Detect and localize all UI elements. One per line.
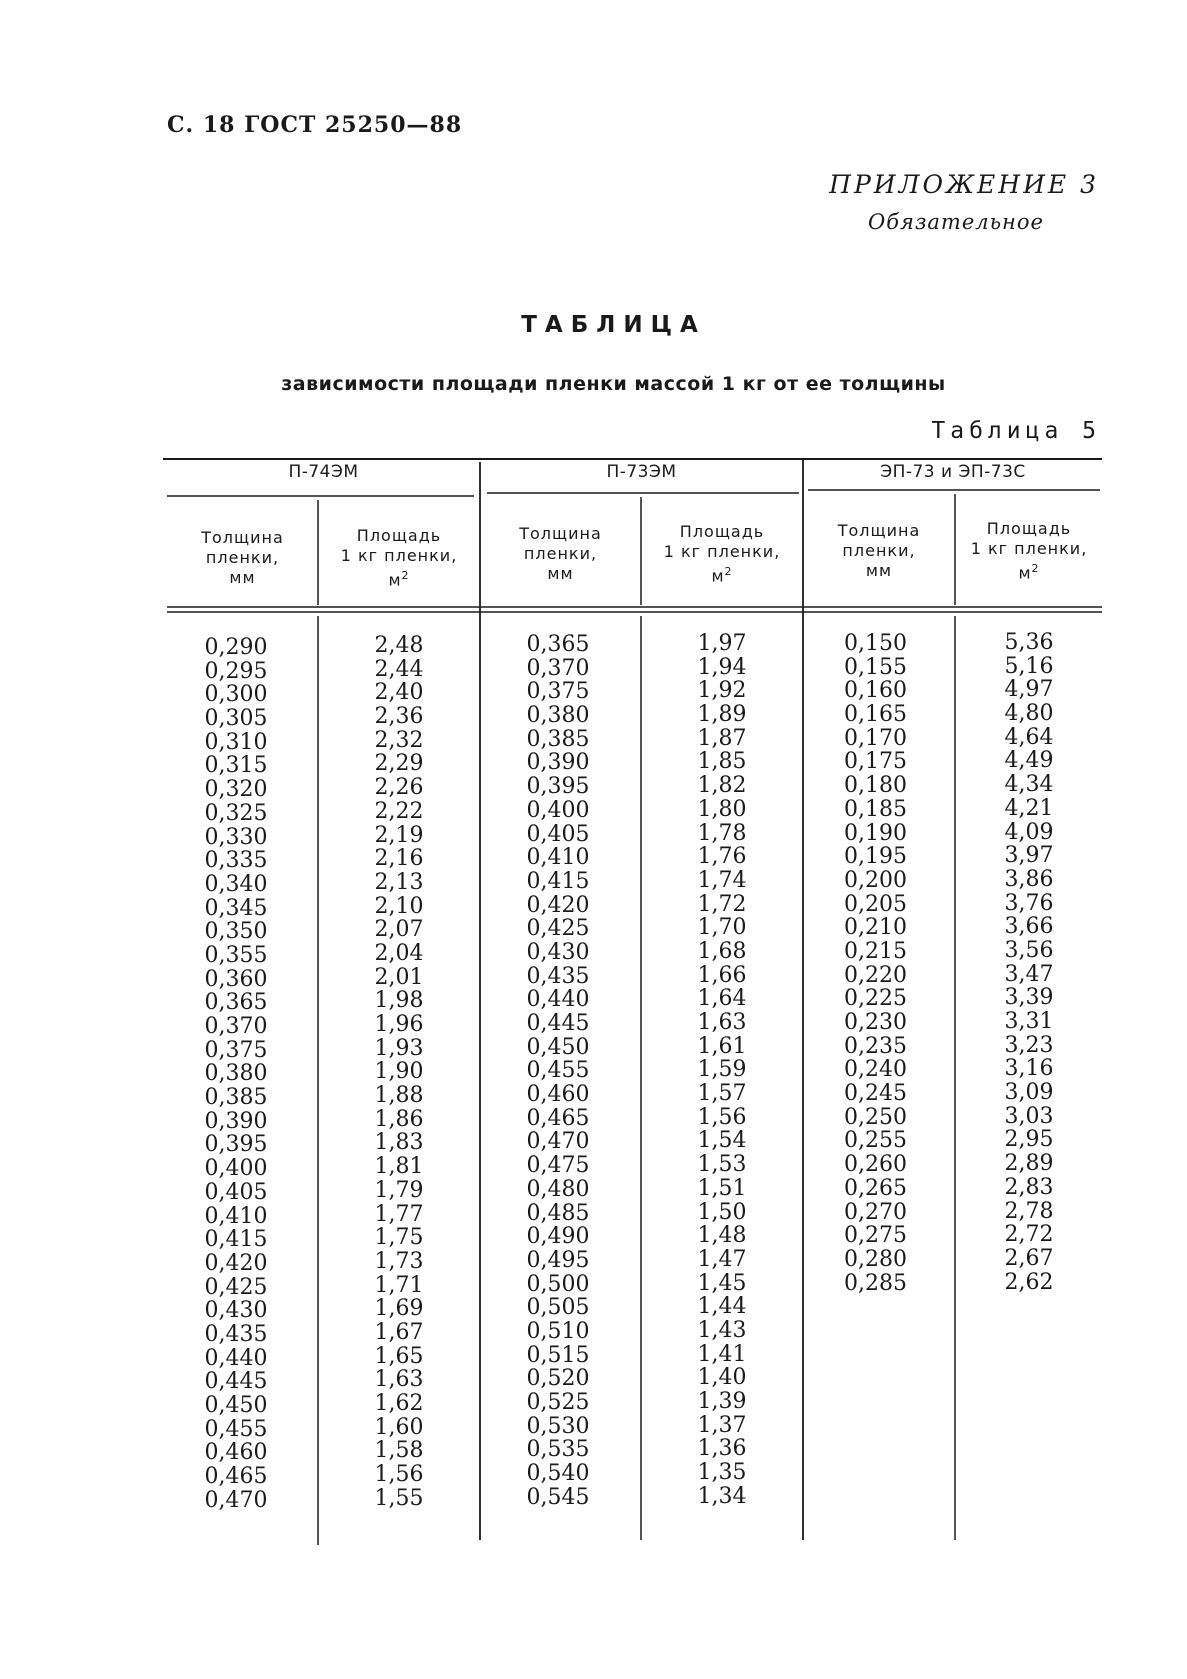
- table-cell: 1,71: [374, 1272, 424, 1298]
- table-cell: 0,425: [526, 916, 590, 942]
- table-cell: 0,430: [204, 1298, 268, 1324]
- table-cell: 2,40: [374, 680, 424, 706]
- table-cell: 0,395: [526, 774, 590, 800]
- table-cell: 1,97: [697, 631, 747, 656]
- column-p74-area: [318, 634, 480, 1510]
- table-cell: 0,420: [526, 892, 590, 918]
- table-cell: 4,97: [1004, 677, 1054, 703]
- table-cell: 0,385: [526, 726, 590, 752]
- table-cell: 0,455: [526, 1058, 590, 1084]
- appendix-label: ПРИЛОЖЕНИЕ 3: [829, 170, 1099, 199]
- col-header-thickness-3: Толщина пленки, мм: [837, 521, 921, 580]
- table-cell: 1,39: [697, 1389, 747, 1414]
- table-cell: 0,405: [204, 1179, 268, 1205]
- table-cell: 1,61: [697, 1033, 747, 1059]
- table-cell: 1,76: [697, 844, 747, 870]
- table-cell: 2,67: [1004, 1245, 1054, 1271]
- table-cell: 1,68: [697, 938, 747, 964]
- table-cell: 1,34: [697, 1483, 747, 1509]
- table-cell: 0,370: [204, 1014, 268, 1039]
- table-cell: 0,215: [844, 938, 907, 964]
- table-cell: 0,400: [204, 1156, 268, 1182]
- table-cell: 0,280: [844, 1246, 907, 1272]
- table-cell: 1,62: [374, 1391, 424, 1416]
- column-ep73-thickness: [803, 632, 948, 1295]
- table-cell: 0,230: [844, 1010, 907, 1035]
- table-cell: 1,58: [374, 1438, 424, 1464]
- table-cell: 4,21: [1004, 795, 1054, 821]
- table-cell: 2,22: [374, 798, 424, 824]
- table-cell: 1,35: [697, 1460, 747, 1486]
- table-cell: 1,86: [374, 1106, 424, 1132]
- table-cell: 3,31: [1004, 1009, 1054, 1034]
- table-cell: 1,44: [697, 1294, 747, 1320]
- table-cell: 1,93: [374, 1035, 424, 1061]
- table-cell: 0,505: [526, 1295, 590, 1321]
- table-cell: 0,180: [844, 773, 907, 799]
- table-cell: 0,170: [844, 725, 907, 751]
- table-cell: 0,295: [204, 658, 268, 684]
- table-cell: 0,375: [526, 679, 590, 705]
- table-cell: 0,320: [204, 777, 268, 803]
- table-cell: 0,450: [526, 1034, 590, 1060]
- table-cell: 0,365: [526, 632, 590, 657]
- table-cell: 0,470: [526, 1129, 590, 1155]
- table-cell: 1,79: [374, 1177, 424, 1203]
- table-cell: 0,175: [844, 749, 907, 775]
- table-cell: 0,445: [204, 1369, 268, 1395]
- table-cell: 3,66: [1004, 914, 1054, 940]
- table-cell: 1,92: [697, 678, 747, 704]
- table-cell: 0,205: [844, 891, 907, 917]
- table-cell: 2,13: [374, 869, 424, 895]
- table-cell: 1,74: [697, 867, 747, 893]
- table-cell: 1,90: [374, 1059, 424, 1085]
- table-cell: 1,56: [697, 1104, 747, 1130]
- table-cell: 1,73: [374, 1248, 424, 1274]
- table-cell: 2,26: [374, 775, 424, 801]
- table-cell: 2,62: [1004, 1269, 1054, 1295]
- table-cell: 1,40: [697, 1365, 747, 1391]
- table-cell: 0,225: [844, 986, 907, 1012]
- table-cell: 0,200: [844, 867, 907, 893]
- table-cell: 0,440: [204, 1345, 268, 1371]
- table-cell: 0,510: [526, 1318, 590, 1344]
- table-cell: 0,220: [844, 962, 907, 988]
- table-cell: 1,66: [697, 962, 747, 988]
- table-cell: 2,48: [374, 633, 424, 658]
- table-cell: 0,460: [204, 1440, 268, 1466]
- table-cell: 1,51: [697, 1175, 747, 1201]
- table-cell: 0,455: [204, 1416, 268, 1442]
- table-cell: 0,420: [204, 1250, 268, 1276]
- table-cell: 0,155: [844, 654, 907, 680]
- table-cell: 0,350: [204, 919, 268, 945]
- table-cell: 1,78: [697, 820, 747, 846]
- table-cell: 0,300: [204, 682, 268, 708]
- table-cell: 1,55: [374, 1485, 424, 1511]
- table-cell: 1,60: [374, 1414, 424, 1440]
- table-cell: 0,440: [526, 987, 590, 1013]
- table-cell: 2,07: [374, 917, 424, 943]
- table-cell: 0,400: [526, 797, 590, 823]
- table-cell: 0,340: [204, 871, 268, 897]
- document-title: ТАБЛИЦА: [521, 312, 706, 338]
- table-cell: 0,535: [526, 1437, 590, 1463]
- table-cell: 1,94: [697, 654, 747, 680]
- column-p73-area: [641, 632, 803, 1508]
- table-cell: 0,310: [204, 729, 268, 755]
- column-p74-thickness: [167, 636, 305, 1512]
- page-header: С. 18 ГОСТ 25250—88: [167, 112, 463, 138]
- table-cell: 2,01: [374, 964, 424, 990]
- table-cell: 1,45: [697, 1270, 747, 1296]
- table-cell: 0,490: [526, 1224, 590, 1250]
- table-cell: 1,72: [697, 891, 747, 917]
- table-cell: 1,69: [374, 1296, 424, 1322]
- table-cell: 0,260: [844, 1152, 907, 1178]
- table-cell: 3,47: [1004, 961, 1054, 987]
- table-cell: 1,50: [697, 1199, 747, 1225]
- table-cell: 1,87: [697, 725, 747, 751]
- table-cell: 2,32: [374, 727, 424, 753]
- table-cell: 0,475: [526, 1153, 590, 1179]
- table-cell: 3,56: [1004, 937, 1054, 963]
- table-cell: 1,63: [697, 1010, 747, 1035]
- table-cell: 0,465: [526, 1105, 590, 1131]
- table-cell: 3,39: [1004, 985, 1054, 1011]
- table-cell: 0,425: [204, 1274, 268, 1300]
- table-cell: 1,80: [697, 796, 747, 822]
- table-cell: 1,59: [697, 1057, 747, 1083]
- table-cell: 0,485: [526, 1200, 590, 1226]
- table-cell: 0,325: [204, 800, 268, 826]
- table-cell: 0,160: [844, 678, 907, 704]
- table-cell: 0,185: [844, 796, 907, 822]
- col-header-thickness-2: Толщина пленки, мм: [519, 524, 602, 583]
- table-cell: 0,520: [526, 1366, 590, 1392]
- table-cell: 1,70: [697, 915, 747, 941]
- table-cell: 0,335: [204, 848, 268, 874]
- table-cell: 0,470: [204, 1487, 268, 1513]
- table-cell: 0,235: [844, 1033, 907, 1059]
- table-cell: 1,56: [374, 1462, 424, 1488]
- table-cell: 5,16: [1004, 653, 1054, 679]
- table-cell: 0,405: [526, 821, 590, 847]
- table-cell: 0,195: [844, 844, 907, 870]
- table-cell: 0,365: [204, 990, 268, 1016]
- table-cell: 0,290: [204, 635, 268, 660]
- table-cell: 1,41: [697, 1341, 747, 1367]
- table-cell: 2,72: [1004, 1222, 1054, 1248]
- table-cell: 3,76: [1004, 890, 1054, 916]
- col-header-area-2: Площадь 1 кг пленки, $м^2$: [663, 522, 781, 586]
- table-cell: 2,36: [374, 704, 424, 730]
- table-cell: 0,250: [844, 1104, 907, 1130]
- table-cell: 0,480: [526, 1176, 590, 1202]
- table-cell: 1,37: [697, 1412, 747, 1438]
- table-cell: 2,83: [1004, 1174, 1054, 1200]
- table-cell: 0,255: [844, 1128, 907, 1154]
- table-cell: 2,78: [1004, 1198, 1054, 1224]
- table-number: Таблица 5: [931, 418, 1101, 444]
- table-cell: 1,98: [374, 988, 424, 1014]
- table-cell: 0,385: [204, 1085, 268, 1111]
- table-cell: 0,370: [526, 655, 590, 681]
- table-cell: 0,380: [204, 1061, 268, 1087]
- table-cell: 0,270: [844, 1199, 907, 1225]
- table-cell: 1,63: [374, 1367, 424, 1393]
- table-cell: 1,77: [374, 1201, 424, 1227]
- table-cell: 2,10: [374, 893, 424, 919]
- table-cell: 3,09: [1004, 1080, 1054, 1106]
- table-cell: 0,530: [526, 1413, 590, 1439]
- table-cell: 0,390: [526, 750, 590, 776]
- table-cell: 0,430: [526, 939, 590, 965]
- col-header-area-3: Площадь 1 кг пленки, $м^2$: [970, 519, 1088, 583]
- table-cell: 3,97: [1004, 843, 1054, 869]
- group-header-p73em: П-73ЭМ: [606, 462, 677, 482]
- table-cell: 1,96: [374, 1012, 424, 1037]
- table-cell: 5,36: [1004, 630, 1054, 655]
- table-cell: 0,360: [204, 966, 268, 992]
- column-p73-thickness: [480, 633, 636, 1509]
- table-cell: 0,375: [204, 1037, 268, 1063]
- table-cell: 0,435: [526, 963, 590, 989]
- table-cell: 1,81: [374, 1154, 424, 1180]
- table-cell: 0,210: [844, 915, 907, 941]
- table-cell: 1,75: [374, 1225, 424, 1251]
- table-cell: 0,415: [204, 1227, 268, 1253]
- table-cell: 1,85: [697, 749, 747, 775]
- table-cell: 0,460: [526, 1082, 590, 1108]
- table-cell: 0,515: [526, 1342, 590, 1368]
- table-cell: 0,265: [844, 1175, 907, 1201]
- table-cell: 1,67: [374, 1319, 424, 1345]
- table-cell: 0,465: [204, 1464, 268, 1490]
- table-cell: 3,86: [1004, 866, 1054, 892]
- table-cell: 0,275: [844, 1223, 907, 1249]
- table-cell: 0,500: [526, 1271, 590, 1297]
- table-cell: 0,495: [526, 1247, 590, 1273]
- table-cell: 0,380: [526, 703, 590, 729]
- col-header-area-1: Площадь 1 кг пленки, $м^2$: [340, 526, 458, 590]
- table-cell: 0,410: [204, 1203, 268, 1229]
- table-cell: 1,89: [697, 702, 747, 728]
- table-cell: 0,410: [526, 845, 590, 871]
- table-cell: 0,245: [844, 1081, 907, 1107]
- table-cell: 0,190: [844, 820, 907, 846]
- table-cell: 0,165: [844, 702, 907, 728]
- table-cell: 1,88: [374, 1083, 424, 1109]
- table-cell: 0,540: [526, 1461, 590, 1487]
- table-cell: 0,435: [204, 1321, 268, 1347]
- table-cell: 0,345: [204, 895, 268, 921]
- table-cell: 2,95: [1004, 1127, 1054, 1153]
- table-cell: 0,525: [526, 1390, 590, 1415]
- table-cell: 1,43: [697, 1317, 747, 1343]
- table-cell: 4,34: [1004, 772, 1054, 798]
- table-cell: 0,315: [204, 753, 268, 779]
- table-cell: 2,29: [374, 751, 424, 777]
- table-cell: 2,16: [374, 846, 424, 872]
- table-cell: 2,89: [1004, 1151, 1054, 1177]
- table-cell: 4,49: [1004, 748, 1054, 774]
- table-cell: 0,305: [204, 706, 268, 732]
- table-cell: 0,240: [844, 1057, 907, 1083]
- table-cell: 1,36: [697, 1436, 747, 1462]
- group-header-p74em: П-74ЭМ: [288, 462, 359, 482]
- table-cell: 1,82: [697, 773, 747, 799]
- group-header-ep73: ЭП-73 и ЭП-73С: [880, 462, 1026, 482]
- table-cell: 0,390: [204, 1108, 268, 1134]
- table-cell: 1,53: [697, 1152, 747, 1178]
- table-cell: 2,44: [374, 656, 424, 682]
- table-cell: 3,03: [1004, 1103, 1054, 1129]
- table-cell: 1,54: [697, 1128, 747, 1154]
- table-cell: 1,47: [697, 1246, 747, 1272]
- table-cell: 2,04: [374, 940, 424, 966]
- table-cell: 1,83: [374, 1130, 424, 1156]
- table-cell: 0,285: [844, 1270, 907, 1296]
- table-cell: 0,150: [844, 631, 907, 656]
- table-cell: 1,57: [697, 1081, 747, 1107]
- table-cell: 4,09: [1004, 819, 1054, 845]
- table-cell: 0,545: [526, 1484, 590, 1510]
- table-cell: 4,64: [1004, 724, 1054, 750]
- table-cell: 4,80: [1004, 701, 1054, 727]
- table-cell: 0,450: [204, 1393, 268, 1418]
- table-cell: 0,445: [526, 1011, 590, 1036]
- document-subtitle: зависимости площади пленки массой 1 кг от ее толщины: [281, 373, 946, 395]
- col-header-thickness-1: Толщина пленки, мм: [201, 528, 284, 587]
- table-cell: 3,16: [1004, 1056, 1054, 1082]
- table-cell: 0,330: [204, 824, 268, 850]
- table-cell: 0,415: [526, 868, 590, 894]
- table-cell: 0,395: [204, 1132, 268, 1158]
- table-cell: 1,48: [697, 1223, 747, 1249]
- table-cell: 2,19: [374, 822, 424, 848]
- table-cell: 1,64: [697, 986, 747, 1012]
- column-ep73-area: [955, 631, 1103, 1294]
- table-cell: 1,65: [374, 1343, 424, 1369]
- table-cell: 0,355: [204, 942, 268, 968]
- mandatory-label: Обязательное: [868, 210, 1044, 234]
- table-cell: 3,23: [1004, 1032, 1054, 1058]
